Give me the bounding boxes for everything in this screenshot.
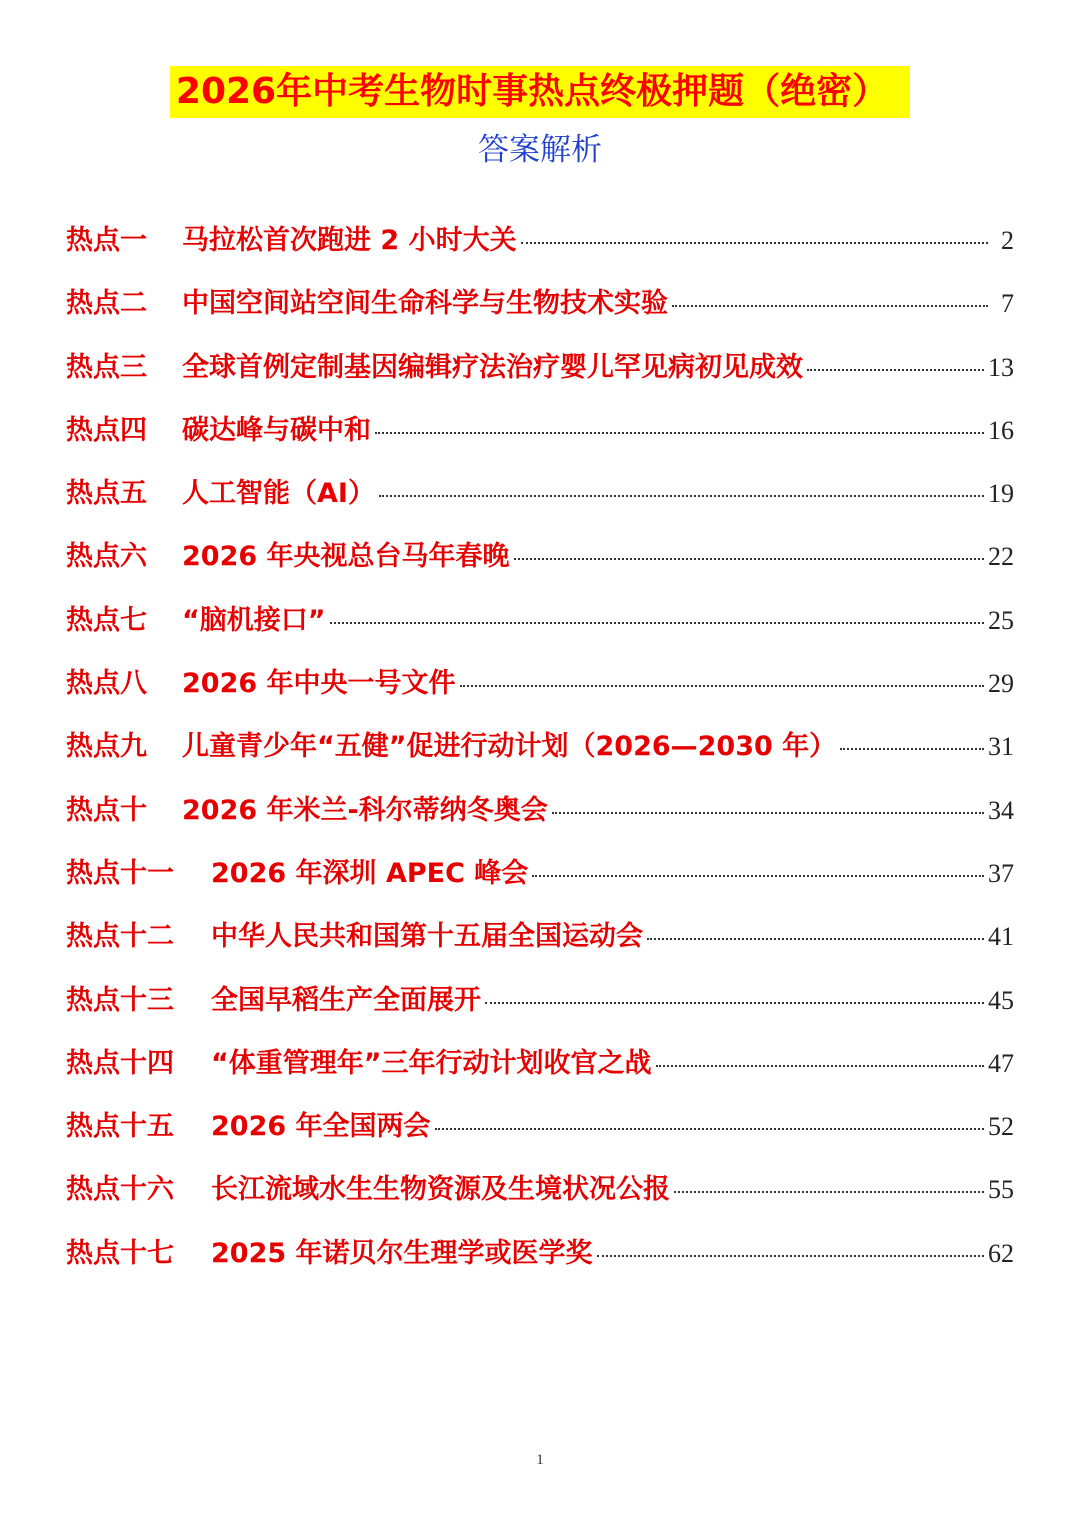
toc-entry-title: 中国空间站空间生命科学与生物技术实验 xyxy=(182,288,668,320)
toc-dot-leader xyxy=(647,938,984,940)
toc-entry[interactable] xyxy=(66,724,1014,787)
toc-dot-leader xyxy=(672,305,988,307)
toc-dot-leader xyxy=(674,1191,984,1193)
document-subtitle: 答案解析 xyxy=(478,132,602,168)
toc-entry-page: 13 xyxy=(988,352,1014,382)
toc-entry-label: 热点八 xyxy=(66,668,147,700)
toc-entry-page: 55 xyxy=(988,1175,1014,1205)
toc-entry-label: 热点六 xyxy=(66,541,147,573)
toc-dot-leader xyxy=(532,875,984,877)
toc-entry-label: 热点十六 xyxy=(66,1174,174,1206)
toc-entry-label: 热点九 xyxy=(66,731,147,763)
toc-dot-leader xyxy=(379,495,984,497)
toc-dot-leader xyxy=(375,432,984,434)
toc-entry-page: 22 xyxy=(988,542,1014,572)
toc-entry-label: 热点四 xyxy=(66,414,147,446)
toc-dot-leader xyxy=(435,1128,984,1130)
toc-dot-leader xyxy=(460,685,984,687)
toc-entry[interactable] xyxy=(66,408,1014,471)
toc-entry-title: 中华人民共和国第十五届全国运动会 xyxy=(211,921,643,953)
toc-entry-title: 儿童青少年“五健”促进行动计划（2026—2030 年） xyxy=(182,731,837,763)
toc-entry[interactable] xyxy=(66,1041,1014,1104)
page-number: 1 xyxy=(536,1452,544,1468)
document-title: 2026年中考生物时事热点终极押题（绝密） xyxy=(170,66,910,118)
toc-entry-title: 全国早稻生产全面展开 xyxy=(211,984,481,1016)
toc-entry[interactable] xyxy=(66,598,1014,661)
toc-entry-title: 2025 年诺贝尔生理学或医学奖 xyxy=(211,1237,593,1269)
toc-entry-title: 人工智能（AI） xyxy=(182,478,375,510)
toc-entry-title: 2026 年全国两会 xyxy=(211,1111,431,1143)
toc-entry-title: 2026 年深圳 APEC 峰会 xyxy=(211,857,529,889)
toc-entry-label: 热点一 xyxy=(66,225,147,256)
toc-entry-page: 37 xyxy=(988,858,1014,888)
toc-entry[interactable] xyxy=(66,851,1014,914)
toc-entry-label: 热点十四 xyxy=(66,1047,174,1079)
toc-entry-label: 热点十七 xyxy=(66,1237,174,1269)
toc-entry-page: 29 xyxy=(988,669,1014,699)
toc-entry-title: 2026 年央视总台马年春晚 xyxy=(182,541,510,573)
toc-entry[interactable] xyxy=(66,534,1014,597)
toc-entry-title: 碳达峰与碳中和 xyxy=(182,414,371,446)
toc-entry-label: 热点十三 xyxy=(66,984,174,1016)
toc-dot-leader xyxy=(330,622,985,624)
toc-entry[interactable] xyxy=(66,471,1014,534)
toc-entry-page: 19 xyxy=(988,479,1014,509)
toc-entry-label: 热点七 xyxy=(66,604,147,636)
toc-entry-label: 热点十五 xyxy=(66,1111,174,1143)
toc-entry[interactable] xyxy=(66,1167,1014,1230)
toc-entry-title: “体重管理年”三年行动计划收官之战 xyxy=(211,1047,652,1079)
toc-entry[interactable] xyxy=(66,914,1014,977)
toc-dot-leader xyxy=(552,812,984,814)
toc-entry-title: 马拉松首次跑进 2 小时大关 xyxy=(182,225,517,256)
toc-entry-page: 41 xyxy=(988,922,1014,952)
toc-entry[interactable] xyxy=(66,1104,1014,1167)
toc-entry[interactable] xyxy=(66,345,1014,408)
toc-dot-leader xyxy=(840,748,984,750)
toc-entry-page: 31 xyxy=(988,732,1014,762)
toc-entry[interactable] xyxy=(66,788,1014,851)
toc-entry-page: 7 xyxy=(1001,289,1014,319)
toc-entry-title: “脑机接口” xyxy=(182,604,326,636)
toc-dot-leader xyxy=(807,369,984,371)
title-container xyxy=(0,66,1080,118)
table-of-contents xyxy=(66,218,1014,1294)
toc-dot-leader xyxy=(514,558,984,560)
toc-entry-label: 热点二 xyxy=(66,288,147,320)
toc-entry[interactable] xyxy=(66,661,1014,724)
toc-entry-page: 45 xyxy=(988,985,1014,1015)
toc-dot-leader xyxy=(521,242,988,244)
toc-entry-title: 长江流域水生生物资源及生境状况公报 xyxy=(211,1174,670,1206)
toc-entry-label: 热点十一 xyxy=(66,857,174,889)
toc-entry-page: 25 xyxy=(988,605,1014,635)
toc-entry-title: 2026 年米兰-科尔蒂纳冬奥会 xyxy=(182,794,548,826)
toc-entry[interactable] xyxy=(66,281,1014,344)
toc-dot-leader xyxy=(485,1002,984,1004)
toc-entry-title: 全球首例定制基因编辑疗法治疗婴儿罕见病初见成效 xyxy=(182,351,803,383)
toc-entry-label: 热点十二 xyxy=(66,921,174,953)
toc-entry-title: 2026 年中央一号文件 xyxy=(182,668,456,700)
toc-entry-label: 热点十 xyxy=(66,794,147,826)
toc-entry-page: 34 xyxy=(988,795,1014,825)
toc-entry-page: 2 xyxy=(1001,226,1014,255)
toc-entry[interactable] xyxy=(66,218,1014,281)
toc-entry-page: 47 xyxy=(988,1048,1014,1078)
toc-entry[interactable] xyxy=(66,1231,1014,1294)
toc-entry-label: 热点三 xyxy=(66,351,147,383)
toc-entry-label: 热点五 xyxy=(66,478,147,510)
toc-entry-page: 16 xyxy=(988,415,1014,445)
toc-entry[interactable] xyxy=(66,978,1014,1041)
toc-entry-page: 52 xyxy=(988,1112,1014,1142)
toc-entry-page: 62 xyxy=(988,1238,1014,1268)
toc-dot-leader xyxy=(656,1065,985,1067)
toc-dot-leader xyxy=(597,1255,984,1257)
